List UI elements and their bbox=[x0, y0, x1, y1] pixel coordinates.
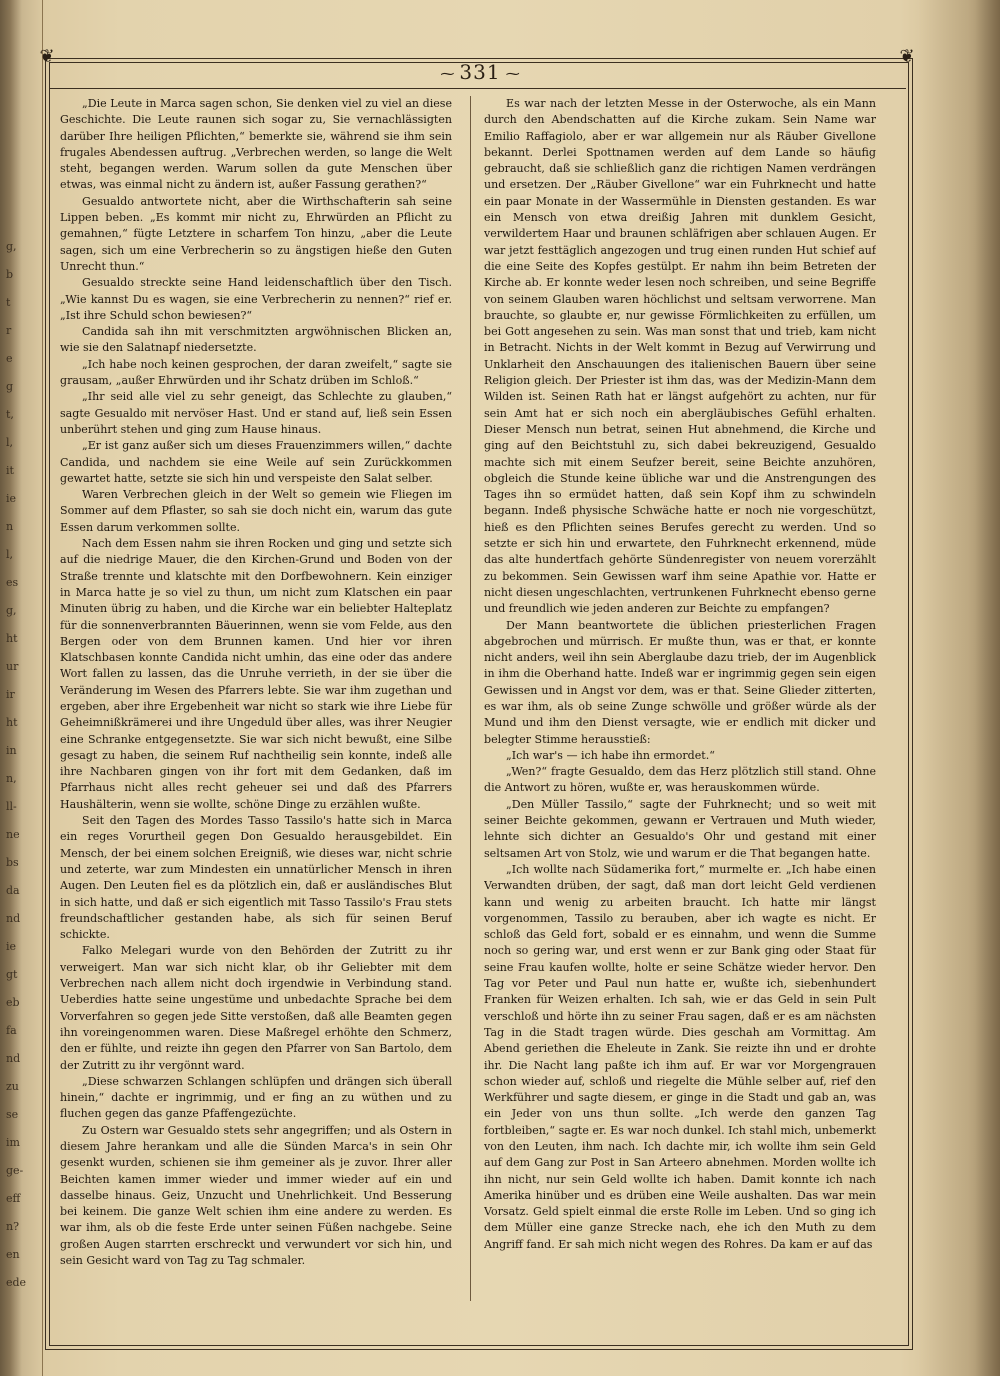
margin-fragment: ht bbox=[6, 632, 18, 645]
margin-fragment: eb bbox=[6, 996, 20, 1009]
margin-fragment: g, bbox=[6, 240, 17, 253]
paragraph: „Er ist ganz außer sich um dieses Frauenzimmers willen,“ dachte Candida, und nachdem sie eine Weile auf sein Zurückkommen gewartet hatte, setzte sie sich hin und verspeiste den Salat selber. bbox=[60, 439, 452, 485]
margin-fragment: g bbox=[6, 380, 14, 393]
margin-fragment: eff bbox=[6, 1192, 21, 1205]
paragraph: Der Mann beantwortete die üblichen priesterlichen Fragen abgebrochen und mürrisch. Er mußte thun, was er that, er konnte nicht anders, weil ihn sein Aberglaube dazu trieb, der im Augenblick in ihm die Oberhand hatte. Indeß war er ingrimmig gegen sein eigen Gewissen und in Angst vor dem, was er that. Seine Glieder zitterten, es war ihm, als ob seine Zunge schwölle und größer würde als der Mund und ihm den Dienst versagte, wie er endlich mit dicker und belegter Stimme herausstieß: bbox=[484, 618, 876, 746]
paragraph: „Ich wollte nach Südamerika fort,“ murmelte er. „Ich habe einen Verwandten drüben, der sagt, daß man dort leicht Geld verdienen kann und wenig zu arbeiten braucht. Ich hatte mir längst vorgenommen, Tassilo zu berauben, aber ich wagte es nicht. Er schloß das Geld fort, sobald er es einnahm, und wenn die Summe noch so gering war, und erst wenn er zur Bank ging oder Staat für seine Frau kaufen wollte, holte er seine Schätze wieder hervor. Den Tag vor Peter und Paul nun hatte er, wußte ich, siebenhundert Franken für Weizen erhalten. Ich sah, wie er das Geld in sein Pult verschloß und hörte ihn zu seiner Frau sagen, daß er es am nächsten Tag in die Stadt tragen würde. Dies geschah am Vormittag. Am Abend geriethen die Eheleute in Zank. Sie reizte ihn und er drohte ihr. Die Nacht lang paßte ich ihm auf. Er war vor Morgengrauen schon wieder auf, schloß und riegelte die Mühle selber auf, rief den Werkführer und sagte diesem, er ginge in die Stadt und gab an, was ein Jeder von uns thun sollte. „Ich werde den ganzen Tag fortbleiben,“ sagte er. Es war noch dunkel. Ich stahl mich, unbemerkt von den Leuten, ihm nach. Ich dachte mir, ich wollte ihm sein Geld auf dem Gang zur Post in San Arteero abnehmen. Morden wollte ich ihn nicht, nur sein Geld wollte ich haben. Damit konnte ich nach Amerika hinüber und es drüben eine Weile aushalten. Das war mein Vorsatz. Geld spielt einmal die erste Rolle im Leben. Und so ging ich dem Müller eine ganze Strecke nach, ehe ich den Muth zu dem Angriff fand. Er sah mich nicht wegen des Rohres. Da kam er auf das bbox=[484, 862, 876, 1251]
margin-fragment: n, bbox=[6, 772, 17, 785]
margin-fragment: da bbox=[6, 884, 20, 897]
margin-fragment: nd bbox=[6, 1052, 21, 1065]
margin-fragment: t, bbox=[6, 408, 14, 421]
paragraph: Waren Verbrechen gleich in der Welt so gemein wie Fliegen im Sommer auf dem Pflaster, so sah sie doch nicht ein, warum das gute Essen darum verkommen sollte. bbox=[60, 488, 452, 534]
column-divider bbox=[470, 96, 471, 1301]
margin-fragment: ht bbox=[6, 716, 18, 729]
margin-fragment: l, bbox=[6, 436, 14, 449]
ornament-left-icon: ⁓ bbox=[440, 66, 455, 83]
paragraph: „Wen?“ fragte Gesualdo, dem das Herz plötzlich still stand. Ohne die Antwort zu hören, wußte er, was herauskommen würde. bbox=[484, 765, 876, 795]
paragraph: Zu Ostern war Gesualdo stets sehr angegriffen; und als Ostern in diesem Jahre herankam und alle die Sünden Marca's in sein Ohr gesenkt wurden, schienen sie ihm gemeiner als je zuvor. Ihrer aller Beichten kamen immer wieder und immer wieder auf ein und dasselbe hinaus. Geiz, Unzucht und Unehrlichkeit. Und Besserung bei keinem. Die ganze Welt schien ihm eine andere zu werden. Es war ihm, als ob die feste Erde unter seinen Füßen nachgebe. Seine großen Augen starrten erschreckt und verwundert vor sich hin, und sein Gesicht ward von Tag zu Tag schmaler. bbox=[60, 1123, 452, 1268]
paragraph: Seit den Tagen des Mordes Tasso Tassilo's hatte sich in Marca ein reges Vorurtheil gegen Don Gesualdo herausgebildet. Ein Mensch, der bei einem solchen Ereigniß, wie dieses war, nicht schrie und zeterte, war zum Mindesten ein unnatürlicher Mensch in ihren Augen. Den Leuten fiel es da plötzlich ein, daß er ausländisches Blut in sich hatte, und daß er sich eigentlich mit Tasso Tassilo's Frau stets freundschaftlicher gestanden habe, als sich für seinen Beruf schickte. bbox=[60, 814, 452, 942]
margin-fragment: g, bbox=[6, 604, 17, 617]
page-edge-shadow bbox=[918, 0, 1000, 1376]
margin-fragment: ir bbox=[6, 688, 15, 701]
margin-fragment: bs bbox=[6, 856, 19, 869]
paragraph: „Den Müller Tassilo,“ sagte der Fuhrknecht; und so weit mit seiner Beichte gekommen, gewann er Vertrauen und Muth wieder, lehnte sich dichter an Gesualdo's Ohr und gestand mit einer seltsamen Art von Stolz, wie und warum er die That begangen hatte. bbox=[484, 797, 876, 860]
margin-fragment: se bbox=[6, 1108, 19, 1121]
margin-fragment: ne bbox=[6, 828, 20, 841]
ornament-right-icon: ⁓ bbox=[505, 66, 520, 83]
margin-fragment: im bbox=[6, 1136, 20, 1149]
margin-fragment: n? bbox=[6, 1220, 19, 1233]
margin-fragment: ur bbox=[6, 660, 19, 673]
paragraph: „Ich habe noch keinen gesprochen, der daran zweifelt,“ sagte sie grausam, „außer Ehrwürden und ihr Schatz drüben im Schloß.“ bbox=[60, 357, 452, 388]
paragraph: „Ich war's — ich habe ihn ermordet.“ bbox=[506, 748, 715, 762]
paragraph: Nach dem Essen nahm sie ihren Rocken und ging und setzte sich auf die niedrige Mauer, die den Kirchen-Grund und Boden von der Straße trennte und klatschte mit den Dorfbewohnern. Kein einziger in Marca hatte je so viel zu thun, um nicht zum Klatschen ein paar Minuten übrig zu haben, und die Kirche war ein beliebter Halteplatz für die sonnenverbrannten Bäuerinnen, wenn sie vom Felde, aus den Bergen oder von dem Brunnen kamen. Und hier vor ihren Klatschbasen konnte Candida nicht umhin, das eine oder das andere Wort fallen zu lassen, das die Unruhe verrieth, in der sie über die Veränderung im Wesen des Pfarrers lebte. Sie war ihm zugethan und ergeben, aber ihre Ergebenheit war nicht so stark wie ihre Liebe für Geheimnißkrämerei und ihre Ungeduld über alles, was ihrer Neugier eine Schranke entgegensetzte. Sie war sich nicht bewußt, eine Silbe gesagt zu haben, die seinem Ruf nachtheilig sein konnte, indeß alle ihre Nachbaren gingen von ihr fort mit dem Gedanken, daß im Pfarrhaus nicht alles recht geheuer sei und daß des Pfarrers Haushälterin, wenn sie wollte, schöne Dinge zu erzählen wußte. bbox=[60, 537, 452, 811]
paragraph: Es war nach der letzten Messe in der Osterwoche, als ein Mann durch den Abendschatten auf die Kirche zukam. Sein Name war Emilio Raffagiolo, aber er war allgemein nur als Räuber Givellone bekannt. Derlei Spottnamen werden auf dem Lande so häufig gebraucht, daß sie schließlich ganz die richtigen Namen verdrängen und ersetzen. Der „Räuber Givellone“ war ein Fuhrknecht und hatte ein paar Monate in der Wassermühle in Diensten gestanden. Es war ein Mensch von etwa dreißig Jahren mit dunklem Gesicht, verwildertem Haar und braunen schläfrigen aber schlauen Augen. Er war jetzt festtäglich angezogen und trug einen runden Hut schief auf die eine Seite des Kopfes gestülpt. Er nahm ihn beim Betreten der Kirche ab. Er konnte weder lesen noch schreiben, und seine Begriffe von seinem Glauben waren höchlichst und seltsam verworrene. Man brauchte, so glaubte er, nur gewisse Förmlichkeiten zu erfüllen, um bei Gott angesehen zu sein. Was man sonst that und trieb, kam nicht in Betracht. Nichts in der Welt kommt in Bezug auf Verwirrung und Unklarheit den Anschauungen des italienischen Bauern über seine Religion gleich. Der Priester ist ihm das, was der Medizin-Mann dem Wilden ist. Seinen Rath hat er längst aufgehört zu achten, nur für sein Amt hat er sich noch ein abergläubisches Gefühl erhalten. Dieser Mensch nun betrat, seinen Hut abnehmend, die Kirche und ging auf den Beichtstuhl zu, sich dabei bekreuzigend, Gesualdo machte sich mit einem Seufzer bereit, seine Beichte anzuhören, obgleich die Stunde keine übliche war und die Anstrengungen des Tages ihn so ermüdet hatten, daß sein Kopf ihm zu schwindeln begann. Indeß physische Schwäche hatte er noch nie vorgeschützt, hieß es den Pflichten seines Berufes gerecht zu werden. Und so setzte er sich hin und erwartete, den Fuhrknecht erkennend, müde das alte hundertfach gehörte Sündenregister von neuem vorerzählt zu bekommen. Sein Gewissen warf ihm seine Apathie vor. Hatte er nicht diesen ungeschlachten, vertrunkenen Fuhrknecht ebenso gerne und freundlich wie jeden anderen zur Beichte zu empfangen? bbox=[484, 97, 876, 616]
margin-fragment: ll- bbox=[6, 800, 17, 813]
margin-fragment: e bbox=[6, 352, 13, 365]
paragraph: Falko Melegari wurde von den Behörden der Zutritt zu ihr verweigert. Man war sich nicht klar, ob ihr Geliebter mit dem Verbrechen nach allem nicht doch irgendwie in Verbindung stand. Ueberdies hatte seine ungestüme und unbedachte Sprache bei dem Vorverfahren so gegen jede Sitte verstoßen, daß alle Beamten gegen ihn voreingenommen waren. Diese Maßregel erhöhte den Schmerz, den er fühlte, und reizte ihn gegen den Pfarrer von San Bartolo, dem der Zutritt zu ihr vergönnt ward. bbox=[60, 944, 452, 1072]
margin-fragment: nd bbox=[6, 912, 21, 925]
paragraph: Candida sah ihn mit verschmitzten argwöhnischen Blicken an, wie sie den Salatnapf niedersetzte. bbox=[60, 325, 452, 355]
paragraph: „Diese schwarzen Schlangen schlüpfen und drängen sich überall hinein,“ dachte er ingrimmig, und er fing an zu wüthen und zu fluchen gegen das ganze Pfaffengezüchte. bbox=[60, 1074, 452, 1121]
margin-fragment: en bbox=[6, 1248, 20, 1261]
margin-fragment: l, bbox=[6, 548, 14, 561]
paragraph: „Die Leute in Marca sagen schon, Sie denken viel zu viel an diese Geschichte. Die Leute raunen sich sogar zu, Sie vernachlässigten darüber Ihre heiligen Pflichten,“ bemerkte sie, während sie ihm sein frugales Abendessen auftrug. „Verbrechen werden, so lange die Welt steht, begangen werden. Warum sollen da gute Menschen über etwas, was einmal nicht zu ändern ist, außer Fassung gerathen?“ bbox=[60, 97, 452, 192]
margin-fragment: fa bbox=[6, 1024, 17, 1037]
margin-fragment: ie bbox=[6, 940, 17, 953]
margin-fragment: b bbox=[6, 268, 14, 281]
margin-fragment: n bbox=[6, 520, 14, 533]
right-column bbox=[484, 96, 876, 1306]
margin-fragment: r bbox=[6, 324, 12, 337]
header-rule bbox=[50, 88, 906, 89]
margin-fragment: es bbox=[6, 576, 19, 589]
margin-fragment: in bbox=[6, 744, 17, 757]
paragraph: Gesualdo streckte seine Hand leidenschaftlich über den Tisch. „Wie kannst Du es wagen, sie eine Verbrecherin zu nennen?“ rief er. „Ist ihre Schuld schon bewiesen?“ bbox=[60, 276, 452, 322]
margin-fragment: ge- bbox=[6, 1164, 24, 1177]
left-column bbox=[60, 96, 452, 1306]
margin-fragment: gt bbox=[6, 968, 18, 981]
paragraph: „Ihr seid alle viel zu sehr geneigt, das Schlechte zu glauben,“ sagte Gesualdo mit nervöser Hast. Und er stand auf, ließ sein Essen unberührt stehen und ging zum Hause hinaus. bbox=[60, 390, 452, 436]
adjacent-page-edge bbox=[0, 0, 43, 1376]
page-number: 331 bbox=[459, 60, 501, 84]
margin-fragment: ede bbox=[6, 1276, 27, 1289]
margin-fragment: t bbox=[6, 296, 11, 309]
margin-fragment: it bbox=[6, 464, 14, 477]
margin-fragment: ie bbox=[6, 492, 17, 505]
corner-ornament-icon: ❦ bbox=[39, 46, 55, 67]
corner-ornament-icon: ❦ bbox=[899, 46, 915, 67]
paragraph: Gesualdo antwortete nicht, aber die Wirthschafterin sah seine Lippen beben. „Es kommt mir nicht zu, Ehrwürden an Pflicht zu gemahnen,“ fügte Letztere in scharfem Ton hinzu, „aber die Leute sagen, sich um eine Verbrecherin so zu ängstigen hieße den Guten Unrecht thun.“ bbox=[60, 194, 452, 273]
page-header bbox=[380, 60, 580, 86]
margin-fragment: zu bbox=[6, 1080, 19, 1093]
